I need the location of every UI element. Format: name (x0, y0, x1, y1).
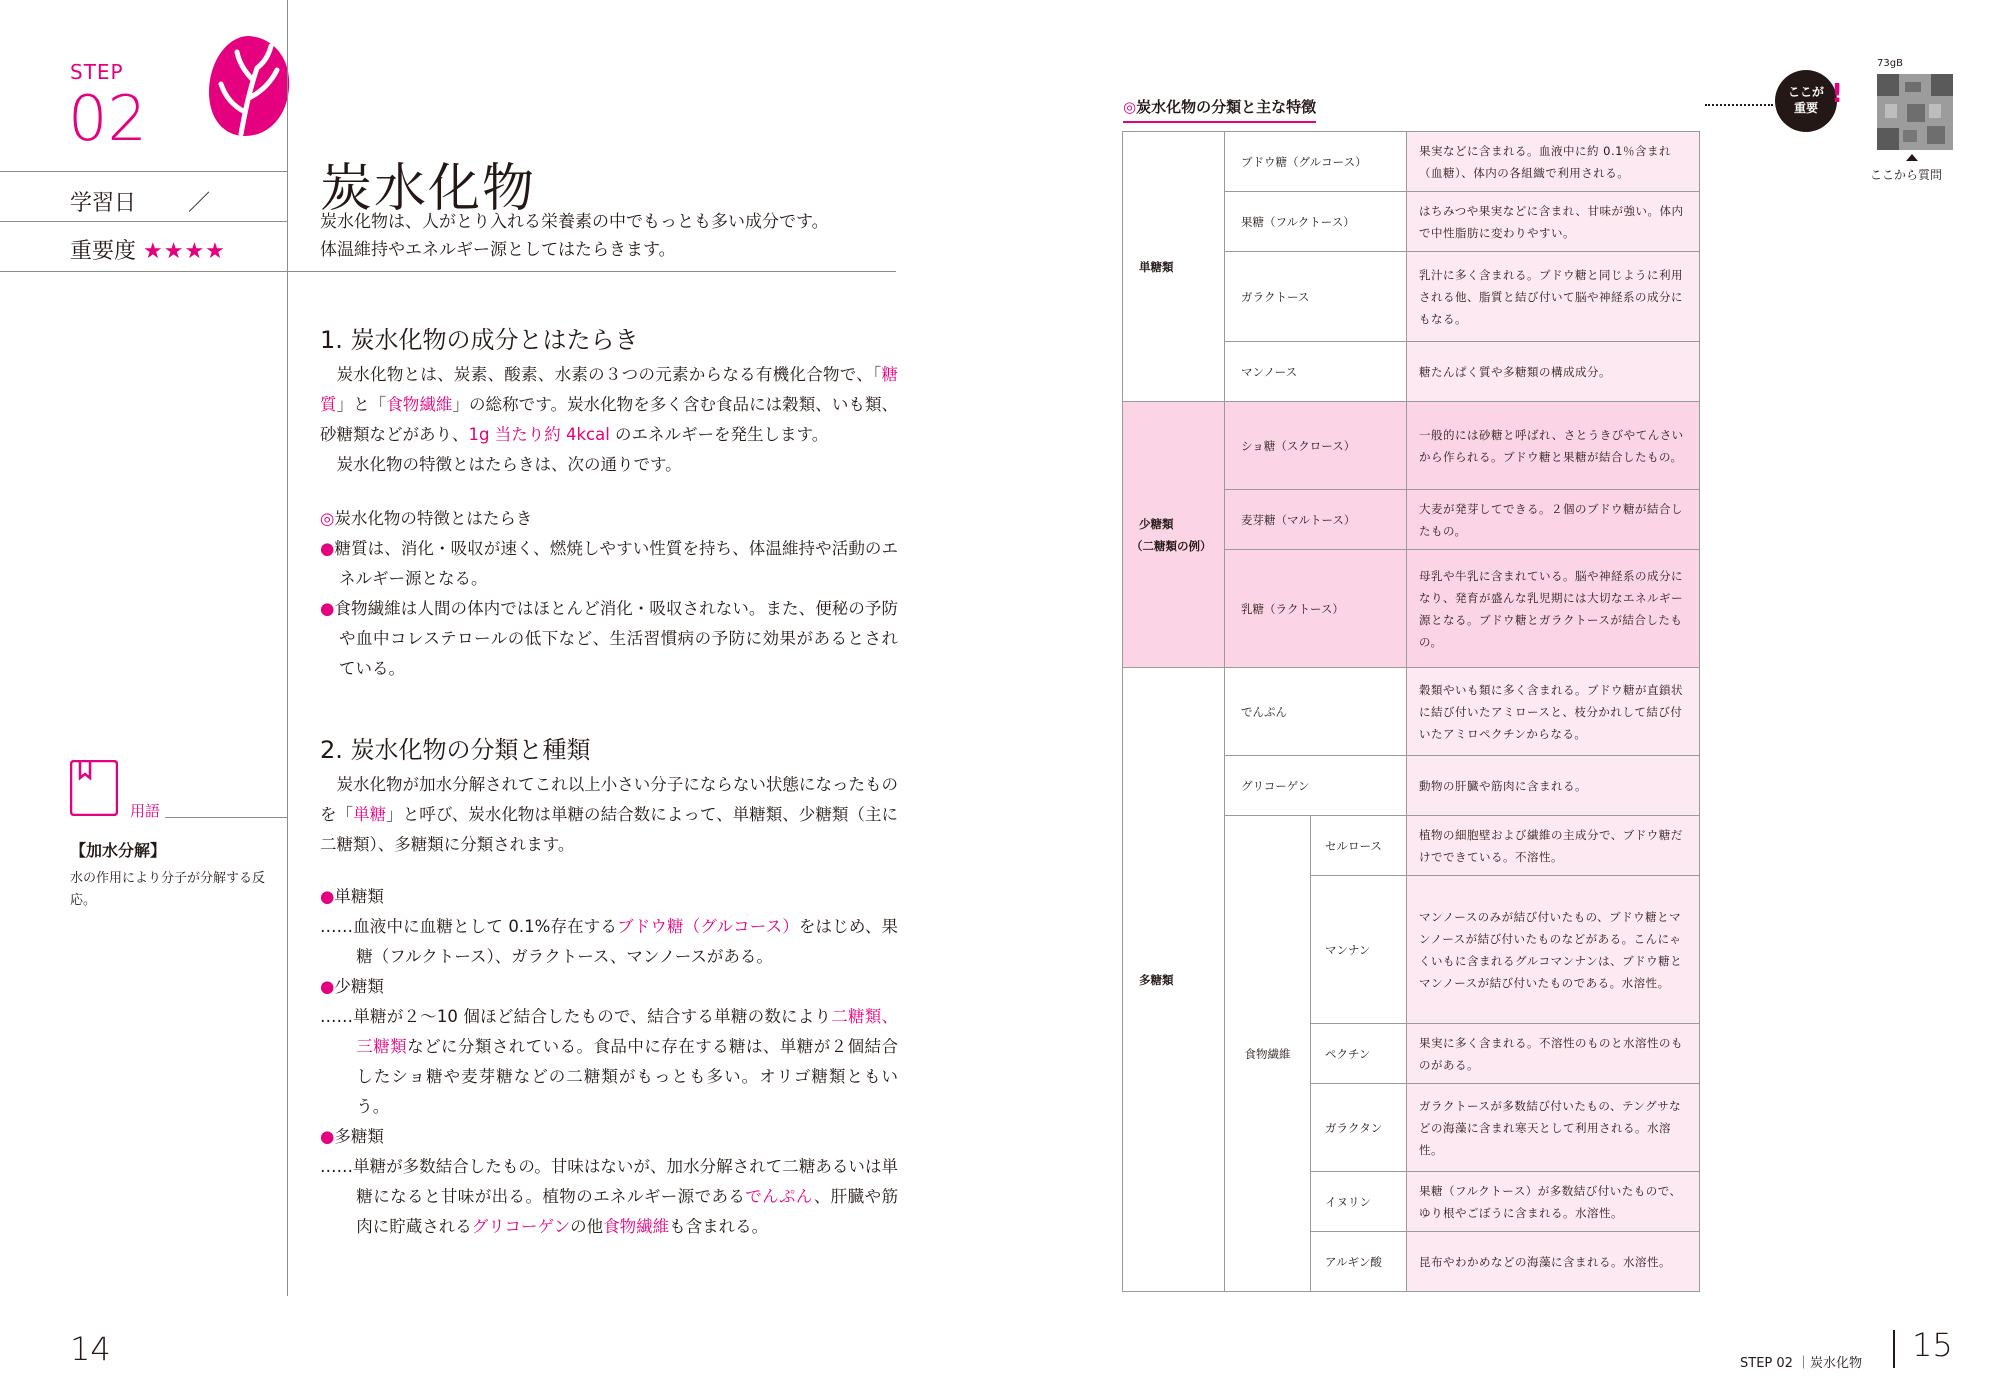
badge-text-line2: 重要 (1793, 101, 1818, 115)
poly-heading: ●多糖類 (320, 1127, 384, 1146)
section1-para2: 炭水化物の特徴とはたらきは、次の通りです。 (336, 455, 682, 474)
table-category-poly: 多糖類 (1123, 668, 1225, 1292)
table-cell-name: ペクチン (1311, 1024, 1407, 1084)
importance-stars: ★★★★ (143, 239, 226, 264)
mono-text: ……血液中に血糖として 0.1%存在するブドウ糖（グルコース）をはじめ、果糖（フルクトース）、ガラクトース、マンノースがある。 (320, 917, 898, 966)
table-cell-desc: 穀類やいも類に多く含まれる。ブドウ糖が直鎖状に結び付いたアミロースと、枝分かれして結び付いたアミロペクチンからなる。 (1407, 668, 1700, 756)
table-cell-desc: ガラクトースが多数結び付いたもの、テングサなどの海藻に含まれ寒天として利用される。水溶性。 (1407, 1084, 1700, 1172)
study-date-slash: ／ (188, 191, 211, 216)
table-subcategory-fiber: 食物繊維 (1225, 816, 1311, 1292)
bookmark-book-icon (70, 760, 118, 816)
importance-row (70, 234, 226, 265)
running-footer: STEP 02 ｜炭水化物 (1740, 1356, 1863, 1371)
importance-label: 重要度 (70, 239, 137, 264)
oligo-heading: ●少糖類 (320, 977, 384, 996)
page-divider-vertical (287, 0, 288, 1296)
page-title: 炭水化物 (320, 159, 537, 219)
table-cell-desc: 昆布やわかめなどの海藻に含まれる。水溶性。 (1407, 1232, 1700, 1292)
table-cell-name: ガラクトース (1225, 252, 1407, 342)
section1-heading: 1. 炭水化物の成分とはたらき (320, 326, 639, 354)
table-cell-name: アルギン酸 (1311, 1232, 1407, 1292)
study-date-label: 学習日 (70, 191, 137, 216)
table-cell-desc: 乳汁に多く含まれる。ブドウ糖と同じように利用される他、脂質と結び付いて脳や神経系の成分にもなる。 (1407, 252, 1700, 342)
table-cell-name: ブドウ糖（グルコース） (1225, 132, 1407, 192)
table-cell-name: セルロース (1311, 816, 1407, 876)
table-cell-desc: 果糖（フルクトース）が多数結び付いたもので、ゆり根やごぼうに含まれる。水溶性。 (1407, 1172, 1700, 1232)
table-cell-name: マンノース (1225, 342, 1407, 402)
table-cell-desc: 糖たんぱく質や多糖類の構成成分。 (1407, 342, 1700, 402)
category-sublabel: （二糖類の例） (1131, 538, 1212, 553)
badge-exclamation: ! (1831, 79, 1843, 109)
divider-bottom (0, 271, 896, 272)
term-title: 【加水分解】 (70, 841, 167, 860)
table-cell-name: グリコーゲン (1225, 756, 1407, 816)
table-cell-name: 乳糖（ラクトース） (1225, 550, 1407, 668)
table-category-oligo (1123, 402, 1225, 668)
term-rule (165, 817, 288, 818)
table-cell-desc: 植物の細胞壁および繊維の主成分で、ブドウ糖だけでできている。不溶性。 (1407, 816, 1700, 876)
section2-para: 炭水化物が加水分解されてこれ以上小さい分子にならない状態になったものを「単糖」と呼び、炭水化物は単糖の結合数によって、単糖類、少糖類（主に二糖類）、多糖類に分類されます。 (320, 775, 899, 854)
carbohydrate-table (1122, 131, 1700, 1292)
table-row (1123, 402, 1700, 490)
table-category-mono: 単糖類 (1123, 132, 1225, 402)
table-cell-name: 果糖（フルクトース） (1225, 192, 1407, 252)
badge-text-line1: ここが (1787, 85, 1824, 99)
lead-text (320, 208, 920, 264)
divider-top (0, 171, 288, 172)
mono-heading: ●単糖類 (320, 887, 384, 906)
poly-text: ……単糖が多数結合したもの。甘味はないが、加水分解されて二糖あるいは単糖になると甘味が出る。植物のエネルギー源であるでんぷん、肝臓や筋肉に貯蔵されるグリコーゲンの他食物繊維も含まれる。 (320, 1157, 899, 1236)
qr-id: 73gB (1877, 58, 1903, 69)
table-cell-name: イヌリン (1311, 1172, 1407, 1232)
table-row (1123, 668, 1700, 756)
leaf-icon (205, 32, 293, 140)
table-cell-desc: 一般的には砂糖と呼ばれ、さとうきびやてんさいから作られる。ブドウ糖と果糖が結合したもの。 (1407, 402, 1700, 490)
footer-divider (1893, 1330, 1895, 1368)
lead-line: 炭水化物は、人がとり入れる栄養素の中でもっとも多い成分です。 (320, 212, 829, 232)
page-number-left: 14 (70, 1330, 111, 1368)
section2-body (320, 770, 898, 1242)
features-bullet: ●食物繊維は人間の体内ではほとんど消化・吸収されない。また、便秘の予防や血中コレステロールの低下など、生活習慣病の予防に効果があるとされている。 (320, 599, 899, 678)
lead-line: 体温維持やエネルギー源としてはたらきます。 (320, 240, 676, 260)
features-subheading: ◎炭水化物の特徴とはたらき (320, 509, 533, 528)
table-cell-name: ショ糖（スクロース） (1225, 402, 1407, 490)
important-badge (1775, 70, 1843, 132)
table-cell-desc: はちみつや果実などに含まれ、甘味が強い。体内で中性脂肪に変わりやすい。 (1407, 192, 1700, 252)
step-number: 02 (68, 82, 147, 155)
qr-code-icon[interactable] (1877, 74, 1953, 150)
features-bullet: ●糖質は、消化・吸収が速く、燃焼しやすい性質を持ち、体温維持や活動のエネルギー源となる。 (320, 539, 898, 588)
divider-middle (0, 221, 288, 222)
table-cell-desc: 動物の肝臓や筋肉に含まれる。 (1407, 756, 1700, 816)
table-cell-name: 麦芽糖（マルトース） (1225, 490, 1407, 550)
table-cell-desc: 果実に多く含まれる。不溶性のものと水溶性のものがある。 (1407, 1024, 1700, 1084)
table-cell-name: ガラクタン (1311, 1084, 1407, 1172)
table-cell-desc: 大麦が発芽してできる。２個のブドウ糖が結合したもの。 (1407, 490, 1700, 550)
table-cell-desc: マンノースのみが結び付いたもの、ブドウ糖とマンノースが結び付いたものなどがある。こんにゃくいもに含まれるグルコマンナンは、ブドウ糖とマンノースが結び付いたものである。水溶性。 (1407, 876, 1700, 1024)
term-label: 用語 (130, 802, 161, 820)
page-number-right: 15 (1912, 1326, 1953, 1364)
category-label: 少糖類 (1139, 516, 1174, 531)
table-cell-name: でんぷん (1225, 668, 1407, 756)
badge-leader-line (1705, 104, 1773, 106)
oligo-text: ……単糖が２～10 個ほど結合したもので、結合する単糖の数により二糖類、三糖類などに分類されている。食品中に存在する糖は、単糖が２個結合したショ糖や麦芽糖などの二糖類がもっとも多い。オリゴ糖類ともいう。 (320, 1007, 899, 1116)
table-cell-name: マンナン (1311, 876, 1407, 1024)
caret-up-icon (1906, 154, 1918, 161)
table-row (1123, 132, 1700, 192)
term-description: 水の作用により分子が分解する反応。 (70, 871, 266, 908)
section1-para1: 炭水化物とは、炭素、酸素、水素の３つの元素からなる有機化合物で、「糖質」と「食物繊維」の総称です。炭水化物を多く含む食品には穀類、いも類、砂糖類などがあり、1g 当たり約 4kcal のエネルギーを発生します。 (320, 365, 899, 444)
step-label: STEP (70, 60, 124, 84)
section1-body (320, 360, 898, 684)
section2-heading: 2. 炭水化物の分類と種類 (320, 736, 591, 764)
table-cell-desc: 果実などに含まれる。血液中に約 0.1％含まれ（血糖）、体内の各組織で利用される。 (1407, 132, 1700, 192)
table-cell-desc: 母乳や牛乳に含まれている。脳や神経系の成分になり、発育が盛んな乳児期には大切なエネルギー源となる。ブドウ糖とガラクトースが結合したもの。 (1407, 550, 1700, 668)
qr-label: ここから質問 (1870, 168, 1943, 182)
table-title: ◎炭水化物の分類と主な特徴 (1123, 96, 1316, 123)
